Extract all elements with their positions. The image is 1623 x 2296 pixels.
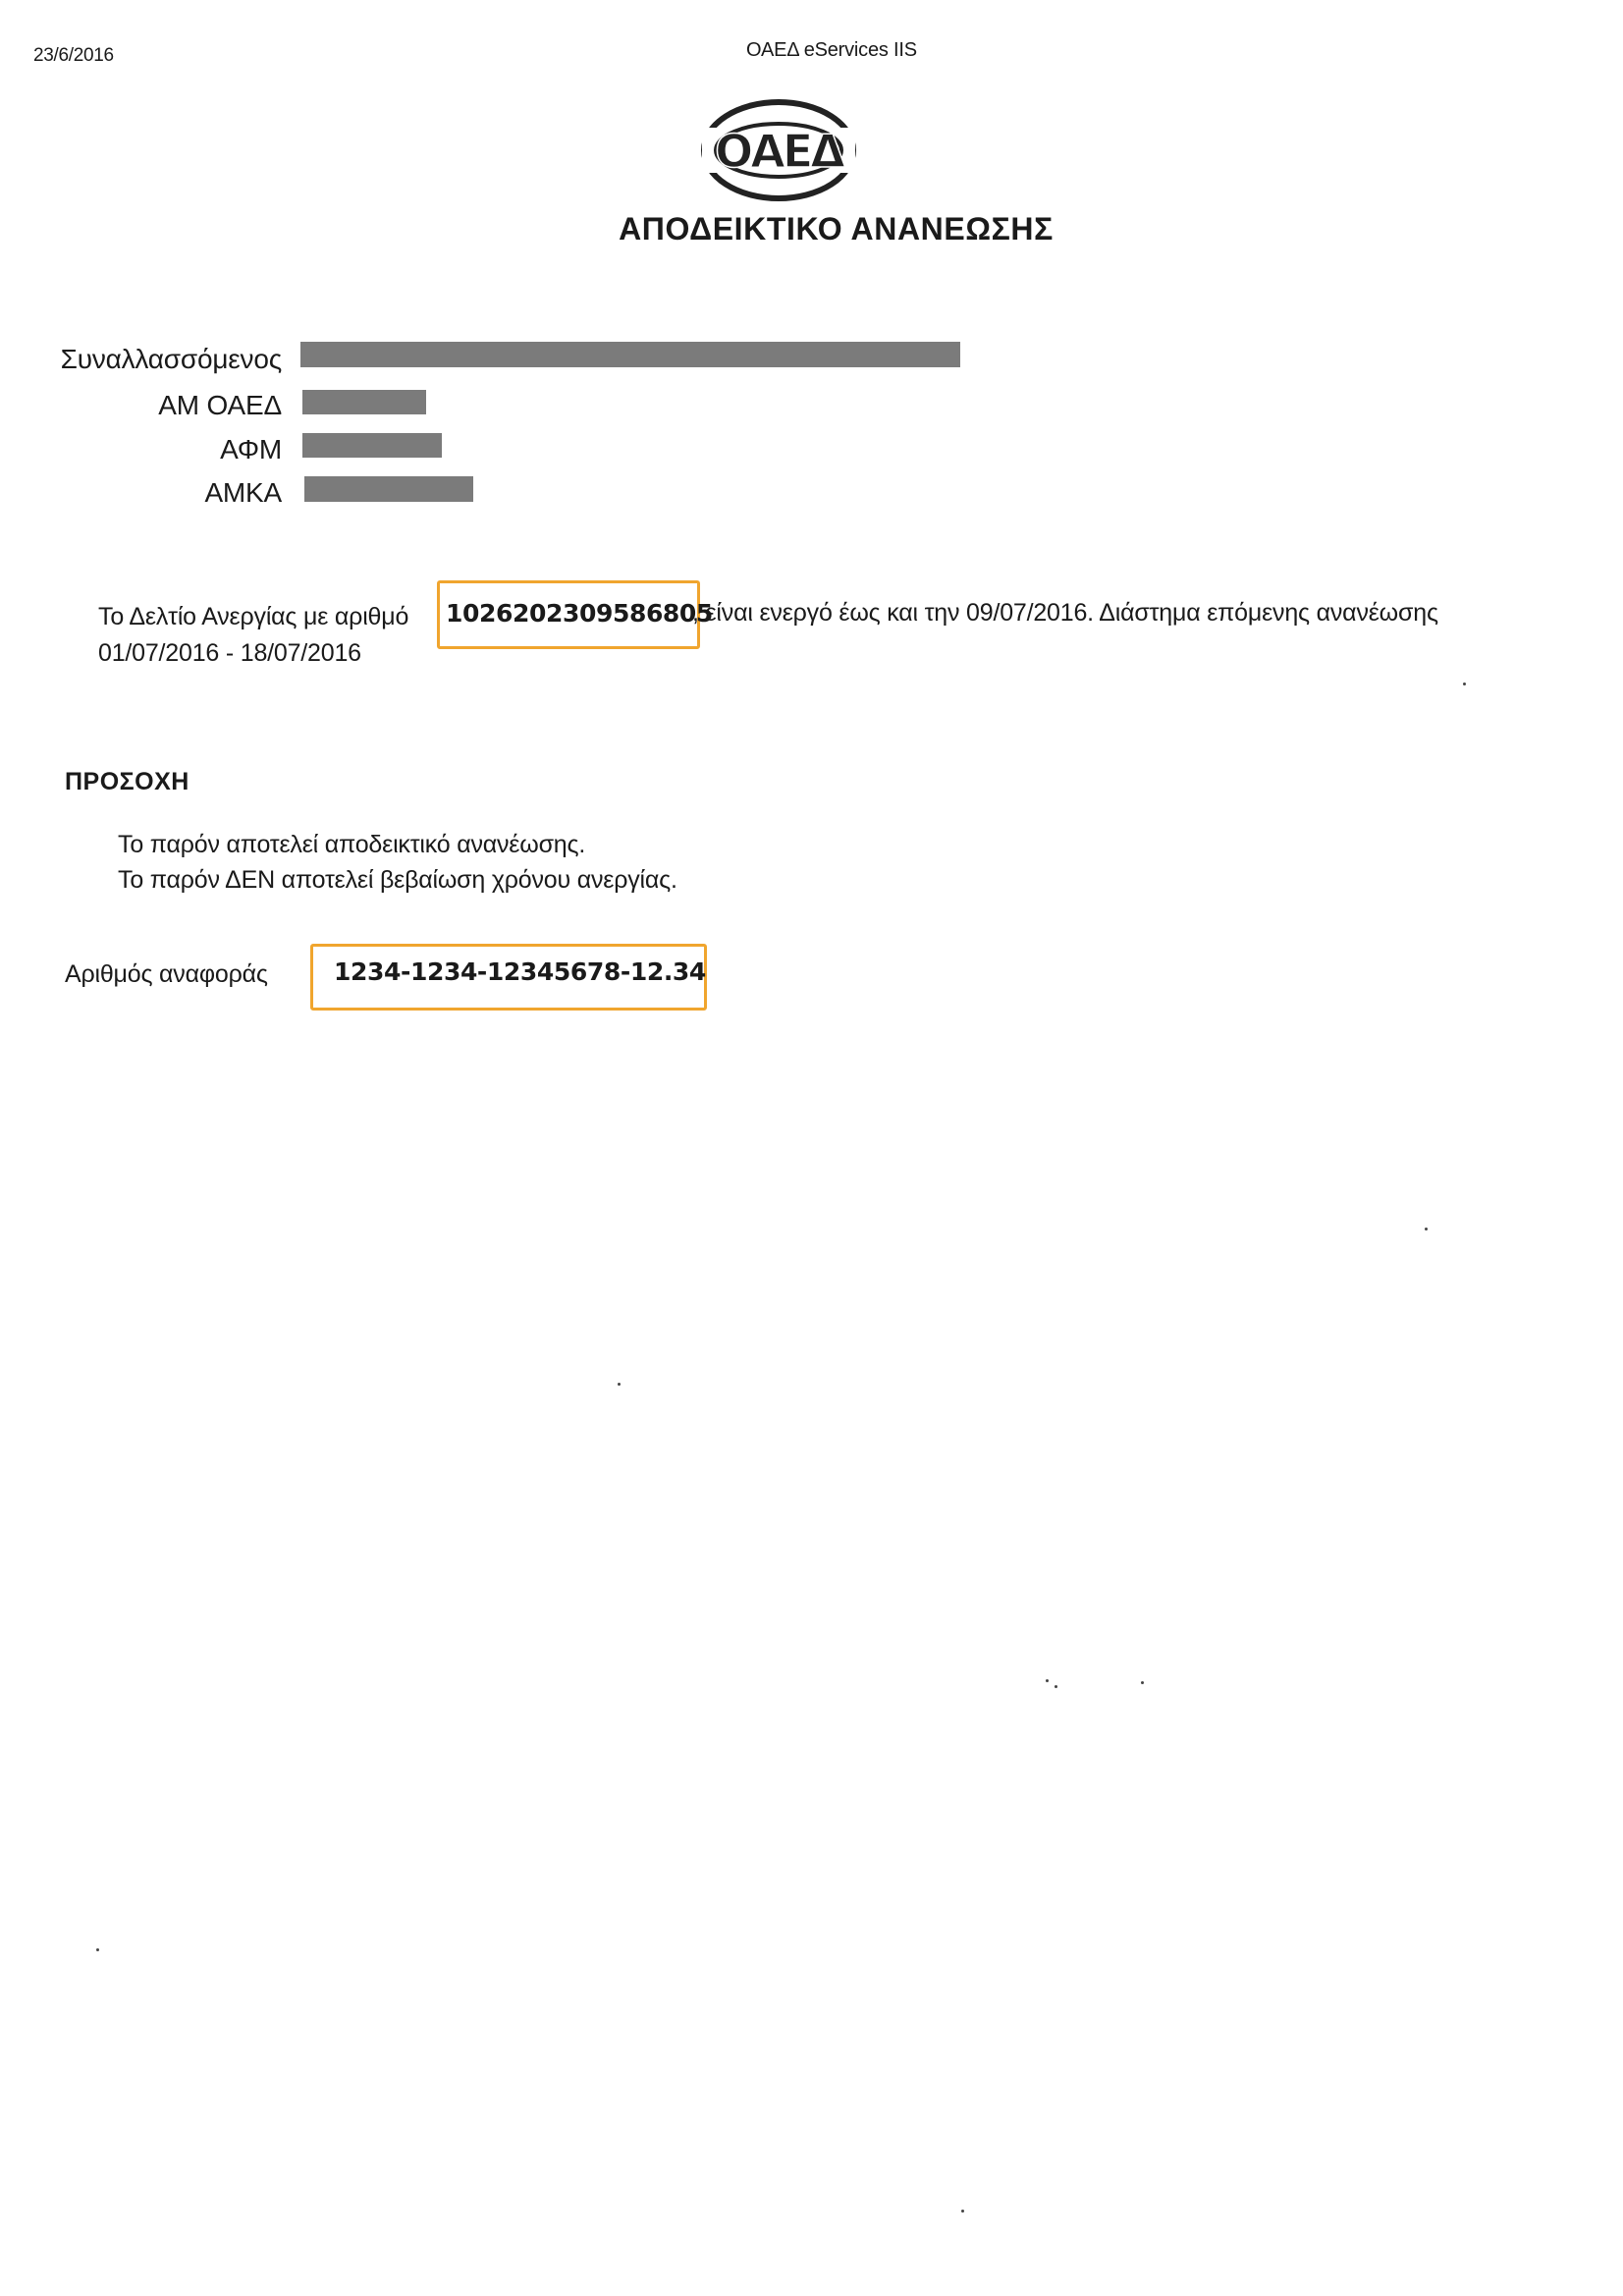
- reference-number: 1234-1234-12345678-12.34: [334, 957, 706, 986]
- scan-speck: [1463, 683, 1466, 685]
- afm-label: ΑΦΜ: [220, 434, 282, 465]
- print-date: 23/6/2016: [33, 45, 114, 66]
- scan-speck: [1046, 1679, 1049, 1682]
- afm-redaction: [302, 433, 442, 458]
- amka-redaction: [304, 476, 473, 502]
- scan-speck: [1055, 1685, 1057, 1688]
- scan-speck: [1141, 1681, 1144, 1684]
- notice-line-1: Το παρόν αποτελεί αποδεικτικό ανανέωσης.: [118, 831, 586, 858]
- statement-period: 01/07/2016 - 18/07/2016: [98, 639, 361, 667]
- am-oaed-label: ΑΜ ΟΑΕΔ: [158, 390, 282, 420]
- statement-prefix: Το Δελτίο Ανεργίας με αριθμό: [98, 603, 409, 630]
- logo-text: ΟΑΕΔ: [715, 125, 842, 178]
- scan-speck: [96, 1948, 99, 1951]
- transactor-label: Συναλλασσόμενος: [60, 344, 282, 374]
- print-header-title: ΟΑΕΔ eServices IIS: [746, 39, 917, 61]
- am-oaed-redaction: [302, 390, 426, 414]
- amka-label: ΑΜΚΑ: [204, 477, 282, 508]
- notice-line-2: Το παρόν ΔΕΝ αποτελεί βεβαίωση χρόνου ανεργίας.: [118, 866, 677, 894]
- card-number: 1026202309586805: [446, 599, 713, 628]
- transactor-redaction: [300, 342, 960, 367]
- document-title: ΑΠΟΔΕΙΚΤΙΚΟ ΑΝΑΝΕΩΣΗΣ: [619, 211, 1054, 246]
- notice-heading: ΠΡΟΣΟΧΗ: [65, 768, 189, 795]
- scan-speck: [961, 2210, 964, 2213]
- scan-speck: [1425, 1228, 1428, 1230]
- reference-label: Αριθμός αναφοράς: [65, 960, 268, 988]
- scan-speck: [618, 1383, 621, 1386]
- oaed-logo-icon: [700, 98, 857, 202]
- statement-suffix: , είναι ενεργό έως και την 09/07/2016. Διάστημα επόμενης ανανέωσης: [692, 599, 1438, 627]
